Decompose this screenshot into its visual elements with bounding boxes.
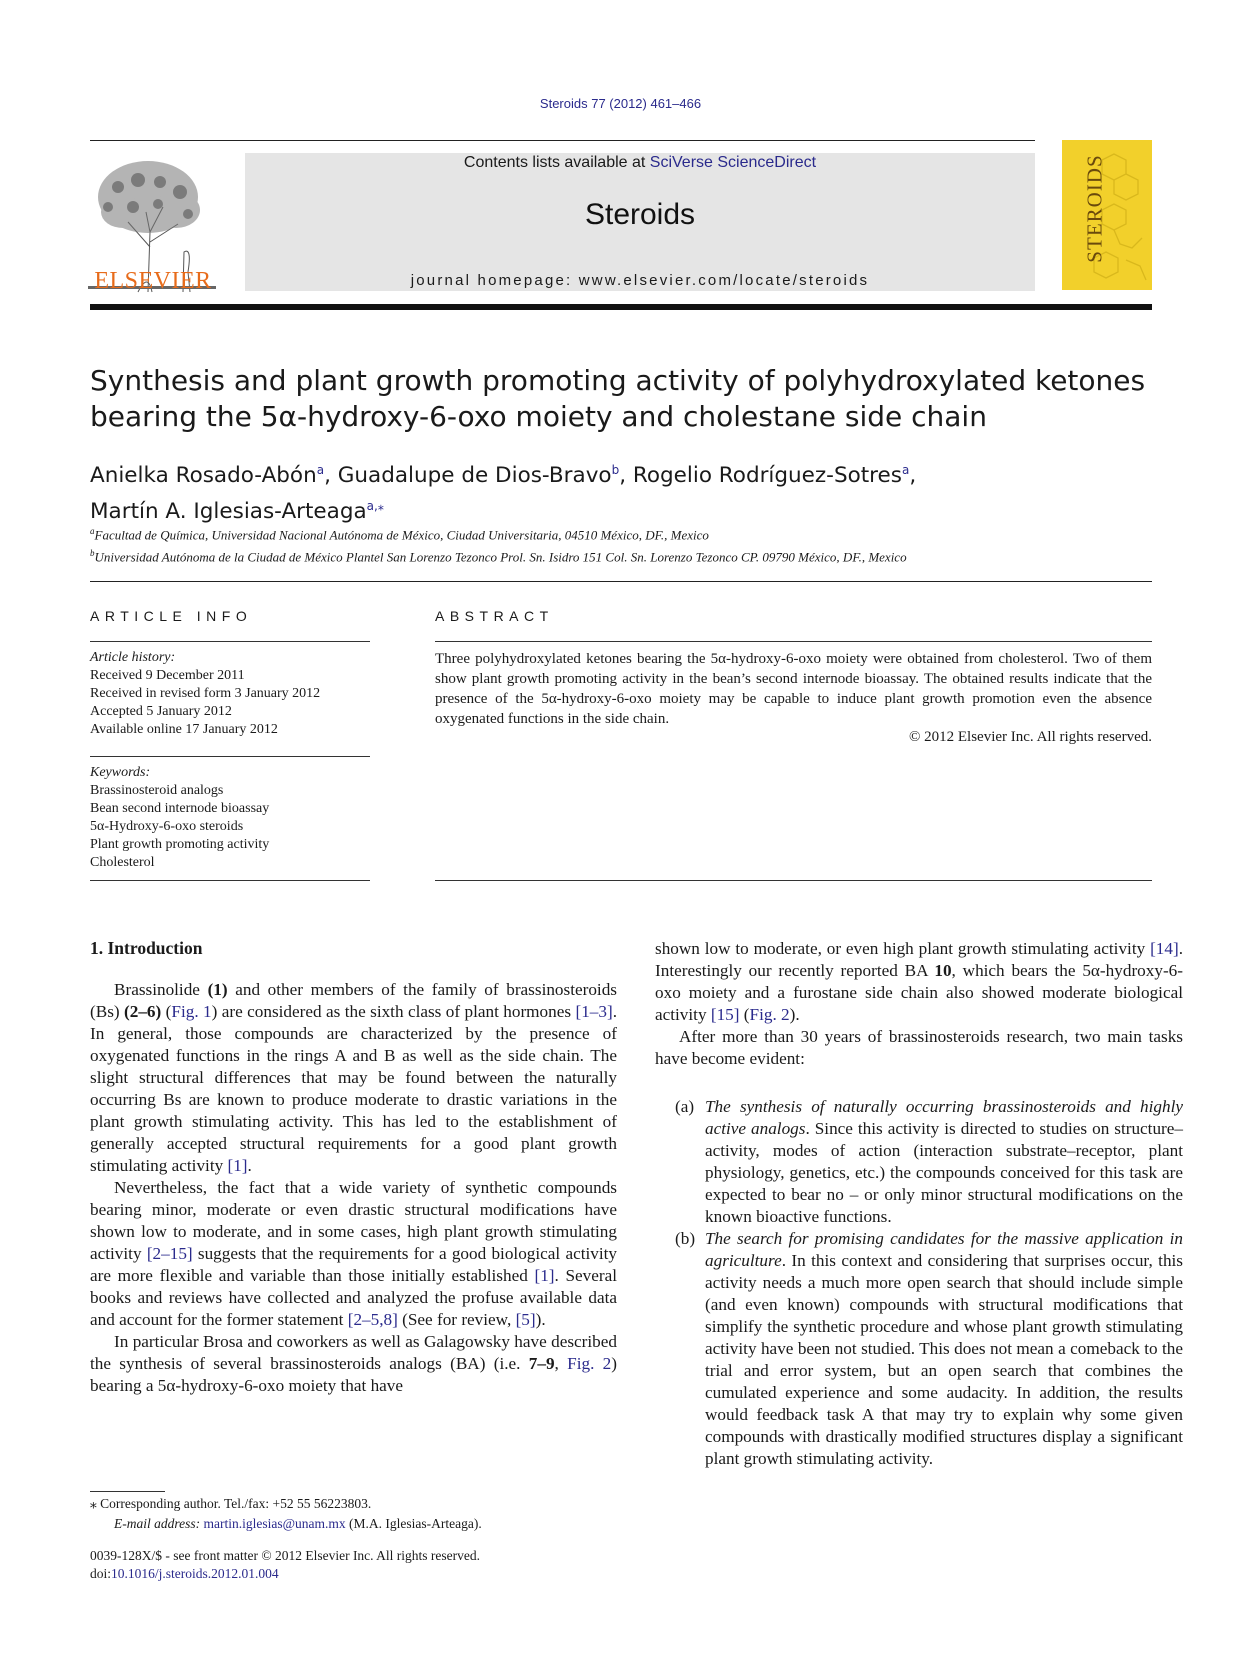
abstract-heading: ABSTRACT xyxy=(435,608,554,624)
author-email-line xyxy=(90,1514,650,1534)
corresponding-author: ⁎ Corresponding author. Tel./fax: +52 55 56223803. xyxy=(90,1496,372,1511)
history-item: Accepted 5 January 2012 xyxy=(90,704,232,719)
author-name: Guadalupe de Dios-Bravo xyxy=(337,463,612,489)
paragraph xyxy=(90,1331,617,1397)
text-run: and other members of the family of brassinosteroids (Bs) xyxy=(90,980,617,1021)
citation-link[interactable]: [15] xyxy=(710,1005,740,1024)
doi-link[interactable]: 10.1016/j.steroids.2012.01.004 xyxy=(111,1566,279,1581)
task-title: The search for promising candidates for the massive application in agriculture xyxy=(705,1229,1183,1270)
affiliation-text: Universidad Autónoma de la Ciudad de México Plantel San Lorenzo Tezonco Prol. Sn. Isidro 151 Col. Sn. Lorenzo Tezonco CP. 09790 México, DF., Mexico xyxy=(94,549,907,565)
article-info-rule xyxy=(90,641,370,642)
text-run: , xyxy=(554,1354,568,1373)
keywords-rule xyxy=(90,756,370,757)
paragraph xyxy=(90,1177,617,1331)
keywords-label: Keywords: xyxy=(90,765,151,780)
footnote-rule xyxy=(90,1491,165,1492)
journal-cover xyxy=(1062,140,1152,290)
text-run: (See for review, xyxy=(397,1310,516,1329)
sciencedirect-link[interactable]: SciVerse ScienceDirect xyxy=(649,154,817,171)
text-run: . xyxy=(247,1156,252,1175)
text-run: ) bearing a 5α-hydroxy-6-oxo moiety that have xyxy=(90,1354,617,1395)
text-run: . In general, those compounds are characterized by the presence of oxygenated functions in the rings A and B as well as the side chain. The slight structural differences that may be found between the naturally occurring Bs are known to produce moderate to drastic variations in the plant growth stimulating activity. This has led to the establishment of generally accepted structural requirements for a good plant growth stimulating activity xyxy=(90,1002,617,1175)
article-info-bottom-rule xyxy=(90,880,370,881)
author-name: Anielka Rosado-Abón xyxy=(90,463,317,489)
task-list xyxy=(655,1096,1183,1470)
figure-link[interactable]: Fig. 2 xyxy=(749,1005,790,1024)
body-column-right xyxy=(655,938,1183,1470)
text-run: Brassinolide xyxy=(114,980,208,999)
figure-link[interactable]: Fig. 1 xyxy=(171,1002,212,1021)
keyword-item: Brassinosteroid analogs xyxy=(90,783,224,798)
cover-title: STEROIDS xyxy=(1082,154,1107,263)
affiliation-b xyxy=(90,544,1152,566)
text-run: . Interestingly our recently reported BA xyxy=(655,939,1183,980)
text-run: ( xyxy=(739,1005,750,1024)
issn-line: 0039-128X/$ - see front matter © 2012 Elsevier Inc. All rights reserved. xyxy=(90,1548,481,1563)
author-affiliation-mark[interactable]: a xyxy=(316,463,325,477)
citation-link[interactable]: [1–3] xyxy=(575,1002,613,1021)
affiliation-mark: b xyxy=(90,548,95,559)
keyword-item: Bean second internode bioassay xyxy=(90,801,270,816)
contents-line xyxy=(245,154,1035,172)
author-separator: , xyxy=(619,463,633,489)
text-run: ( xyxy=(161,1002,172,1021)
task-title: The synthesis of naturally occurring brassinosteroids and highly active analogs xyxy=(705,1097,1183,1138)
email-label: E-mail address: xyxy=(114,1516,204,1531)
front-matter xyxy=(90,1547,650,1583)
figure-link[interactable]: Fig. 2 xyxy=(567,1354,612,1373)
doi-line xyxy=(90,1565,650,1583)
compound-number: (2–6) xyxy=(124,1002,162,1021)
paragraph xyxy=(90,979,617,1177)
citation-link[interactable]: [14] xyxy=(1150,939,1179,958)
history-item: Available online 17 January 2012 xyxy=(90,722,278,737)
abstract-bottom-rule xyxy=(435,880,1152,881)
corresponding-author-footnote xyxy=(90,1494,650,1534)
list-marker: (a) xyxy=(675,1097,695,1116)
article-history xyxy=(90,649,370,739)
text-run: ) are considered as the sixth class of plant hormones xyxy=(211,1002,576,1021)
paragraph xyxy=(655,938,1183,1026)
compound-number: (1) xyxy=(207,980,228,999)
author-affiliation-mark[interactable]: a,⁎ xyxy=(366,499,384,514)
text-run: suggests that the requirements for a good biological activity are more flexible and variable than those initially established xyxy=(90,1244,618,1285)
author-separator: , xyxy=(909,463,917,489)
keyword-item: Plant growth promoting activity xyxy=(90,837,270,852)
list-marker: (b) xyxy=(675,1229,696,1248)
article-title xyxy=(90,363,1150,435)
title-line-1: Synthesis and plant growth promoting activity of polyhydroxylated ketones xyxy=(90,364,1146,397)
journal-citation[interactable]: Steroids 77 (2012) 461–466 xyxy=(539,96,702,111)
history-item: Received in revised form 3 January 2012 xyxy=(90,686,321,701)
header-thick-rule xyxy=(90,304,1152,310)
abstract-text: Three polyhydroxylated ketones bearing the 5α-hydroxy-6-oxo moiety were obtained from cholesterol. Two of them show plant growth promoting activity in the bean’s second internode bioassay. The obtained results indicate that the presence of the 5α-hydroxy-6-oxo moiety may be capable to induce plant growth promotion even the absence oxygenated functions in the side chain. xyxy=(435,651,1152,727)
author-line-1 xyxy=(90,455,1150,491)
paragraph: After more than 30 years of brassinosteroids research, two main tasks have become evident: xyxy=(655,1027,1183,1068)
affiliation-a xyxy=(90,522,1152,544)
abstract-rule xyxy=(435,641,1152,642)
compound-number: 10 xyxy=(934,961,952,980)
text-run: , which bears the 5α-hydroxy-6-oxo moiety and a furostane side chain also showed moderate biological activity xyxy=(655,961,1183,1024)
text-run: Nevertheless, the fact that a wide variety of synthetic compounds bearing minor, moderate or even drastic structural modifications have shown low to moderate, and in some cases, high plant growth stimulating activity xyxy=(90,1178,617,1263)
affiliation-mark: a xyxy=(90,526,95,536)
author-list xyxy=(90,455,1150,527)
title-line-2: bearing the 5α-hydroxy-6-oxo moiety and cholestane side chain xyxy=(90,400,987,433)
text-run: . Several books and reviews have collected and analyzed the profuse available data and account for the former statement xyxy=(90,1266,617,1329)
author-email-link[interactable]: martin.iglesias@unam.mx xyxy=(203,1516,346,1531)
body-column-left xyxy=(90,979,617,1397)
text-run: ). xyxy=(535,1310,546,1329)
author-name: Martín A. Iglesias-Arteaga xyxy=(90,499,367,525)
section-heading-introduction: 1. Introduction xyxy=(90,938,203,958)
journal-name: Steroids xyxy=(584,198,696,231)
section-rule xyxy=(90,581,1152,582)
affiliations xyxy=(90,522,1152,567)
citation-link[interactable]: [1] xyxy=(227,1156,248,1175)
journal-homepage[interactable]: journal homepage: www.elsevier.com/locate/steroids xyxy=(410,272,870,289)
affiliation-text: Facultad de Química, Universidad Nacional Autónoma de México, Ciudad Universitaria, 04510 México, DF., Mexico xyxy=(94,527,709,543)
history-item: Received 9 December 2011 xyxy=(90,668,245,683)
keyword-item: Cholesterol xyxy=(90,855,155,870)
abstract-copyright: © 2012 Elsevier Inc. All rights reserved. xyxy=(908,729,1152,745)
contents-prefix: Contents lists available at xyxy=(463,154,650,171)
text-run: ). xyxy=(789,1005,800,1024)
task-item-b xyxy=(655,1228,1183,1470)
citation-link[interactable]: [2–15] xyxy=(146,1244,193,1263)
author-affiliation-mark[interactable]: b xyxy=(611,463,620,477)
keyword-item: 5α-Hydroxy-6-oxo steroids xyxy=(90,819,244,834)
compound-number: 7–9 xyxy=(528,1354,555,1373)
history-label: Article history: xyxy=(90,650,176,665)
task-text: . Since this activity is directed to studies on structure–activity, modes of action (interaction substrate–receptor, plant physiology, genetics, etc.) the compounds conceived for this task are expected to bear no – or only minor structural modifications on the known bioactive functions. xyxy=(705,1119,1183,1226)
task-item-a xyxy=(655,1096,1183,1228)
author-separator: , xyxy=(324,463,338,489)
keywords xyxy=(90,764,370,872)
header-rule xyxy=(90,140,1035,141)
task-text: . In this context and considering that surprises occur, this activity needs a much more open search that should include simple (and even known) compounds with structural modifications that simplify the synthetic procedure and whose plant growth stimulating activity have been not studied. This does not mean a comeback to the trial and error system, but an open search that combines the cumulated experience and some audacity. In addition, the results would feedback task A that may try to explain why some given compounds with drastically modified structures display a significant plant growth stimulating activity. xyxy=(705,1251,1183,1468)
email-suffix: (M.A. Iglesias-Arteaga). xyxy=(345,1516,482,1531)
citation-link[interactable]: [1] xyxy=(534,1266,555,1285)
publisher-wordmark: ELSEVIER xyxy=(94,268,212,294)
citation-link[interactable]: [2–5,8] xyxy=(347,1310,398,1329)
author-name: Rogelio Rodríguez-Sotres xyxy=(632,463,902,489)
citation-link[interactable]: [5] xyxy=(515,1310,536,1329)
article-info-heading: ARTICLE INFO xyxy=(90,608,253,624)
text-run: shown low to moderate, or even high plant growth stimulating activity xyxy=(655,939,1151,958)
text-run: In particular Brosa and coworkers as well as Galagowsky have described the synthesis of several brassinosteroids analogs (BA) (i.e. xyxy=(90,1332,617,1373)
doi-prefix: doi: xyxy=(90,1566,112,1581)
author-affiliation-mark[interactable]: a xyxy=(901,463,910,477)
